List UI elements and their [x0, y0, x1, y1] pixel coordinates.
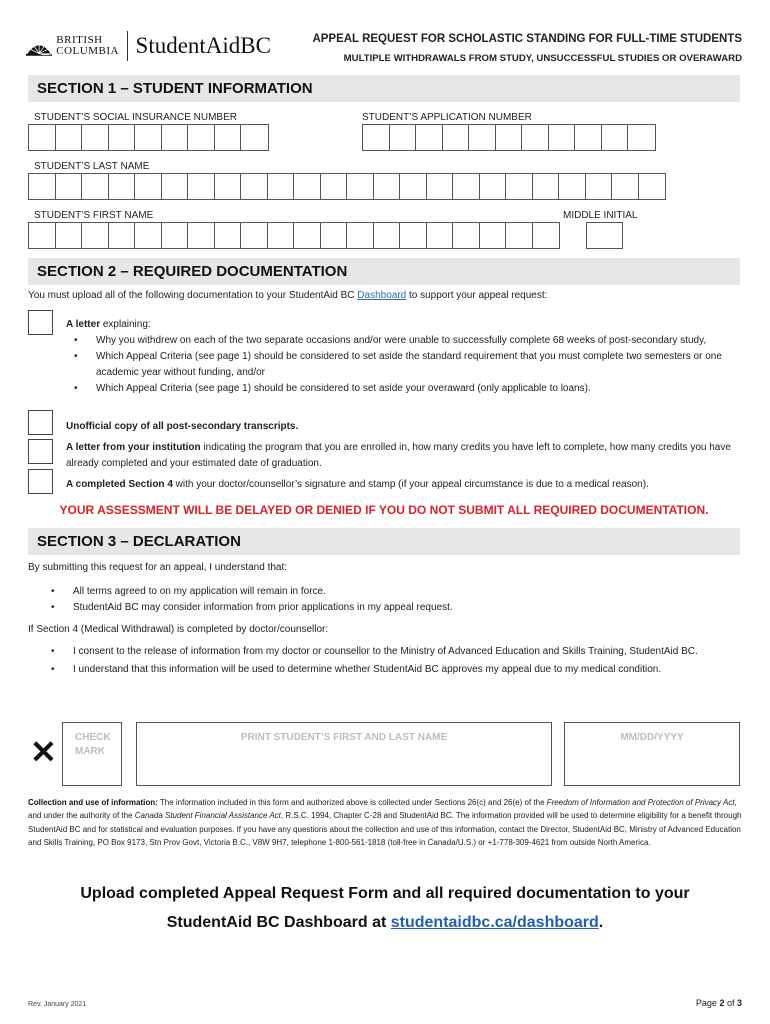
signature-x-mark: ✕: [30, 734, 57, 770]
transcripts-item: Unofficial copy of all post-secondary transcripts.: [66, 421, 299, 432]
section2-header: SECTION 2 – REQUIRED DOCUMENTATION: [28, 258, 740, 285]
dashboard-link[interactable]: Dashboard: [357, 290, 407, 301]
list-item: • I understand that this information will be used to determine whether StudentAid BC approves my appeal due to my medical condition.: [73, 662, 740, 678]
list-item: • Why you withdrew on each of the two separate occasions and/or were unable to successfully complete 68 weeks of post-secondary study,: [96, 333, 738, 349]
section2-intro: You must upload all of the following documentation to your StudentAid BC Dashboard to support your appeal request:: [28, 290, 548, 301]
sin-input[interactable]: [28, 124, 269, 151]
declaration-text: By submitting this request for an appeal, I understand that: • All terms agreed to on my application will remain in force. • StudentAid BC may consider information from prior applications in my appeal request. If Section 4 (Medical Withdrawal) is completed by doctor/counsellor: • I consent to the release of information from my doctor or counsellor to the Ministry of Advanced Education and Skills Training, StudentAid BC. • I understand that this information will be used to determine whether StudentAid BC approves my appeal due to my medical condition.: [28, 560, 740, 678]
institution-letter-item: A letter from your institution indicating the program that you are enrolled in, how many credits you have left to complete, how many credits you have already completed and your estimated date of graduation.: [66, 442, 731, 469]
letter-checkbox[interactable]: [28, 310, 53, 335]
last-name-input[interactable]: [28, 173, 666, 200]
section4-checkbox[interactable]: [28, 469, 53, 494]
collection-notice: Collection and use of information: The information included in this form and authorized above is collected under Sections 26(c) and 26(e) of the Freedom of Information and Protection of Privacy Act, and under the authority of the Canada Student Financial Assistance Act, R.S.C. 1994, Chapter C-28 and StudentAid BC. The information provided will be used to determine eligibility for a benefit through StudentAid BC and for statistical and evaluation purposes. If you have any questions about the collection and use of this information, contact the Director, StudentAid BC, Ministry of Advanced Education and Skills Training, PO Box 9173, Stn Prov Govt, Victoria B.C., V8W 9H7, telephone 1-800-561-1818 (toll-free in Canada/U.S.) or +1-778-309-4621 from outside North America.: [28, 798, 742, 848]
bc-wordmark: BRITISH COLUMBIA: [56, 34, 119, 57]
institution-letter-checkbox[interactable]: [28, 439, 53, 464]
page-number: Page 2 of 3: [695, 998, 742, 1008]
letter-item: A letter explaining: • Why you withdrew on each of the two separate occasions and/or were unable to successfully complete 68 weeks of post-secondary study, • Which Appeal Criteria (see page 1) should be considered to set aside the standard requirement that you must complete two semesters or one academic year without funding, and/or • Which Appeal Criteria (see page 1) should be considered to set aside your overaward (only applicable to loans).: [66, 317, 738, 397]
section4-item: A completed Section 4 with your doctor/counsellor’s signature and stamp (if your appeal circumstance is due to a medical reason).: [66, 479, 649, 490]
application-number-input[interactable]: [362, 124, 656, 151]
transcripts-checkbox[interactable]: [28, 410, 53, 435]
bc-logo: [26, 26, 271, 66]
list-item: • Which Appeal Criteria (see page 1) should be considered to set aside your overaward (only applicable to loans).: [96, 381, 738, 397]
studentaid-wordmark: StudentAidBC: [135, 33, 271, 58]
dashboard-url-link[interactable]: studentaidbc.ca/dashboard: [390, 914, 599, 931]
form-subtitle: MULTIPLE WITHDRAWALS FROM STUDY, UNSUCCESSFUL STUDIES OR OVERAWARD: [343, 53, 742, 64]
list-item: • I consent to the release of information from my doctor or counsellor to the Ministry of Advanced Education and Skills Training, StudentAid BC.: [73, 644, 740, 660]
upload-instruction-line1: Upload completed Appeal Request Form and all required documentation to your: [80, 885, 690, 902]
sun-crest-icon: [26, 29, 52, 63]
student-name-field[interactable]: PRINT STUDENT’S FIRST AND LAST NAME: [136, 722, 552, 786]
date-field[interactable]: MM/DD/YYYY: [564, 722, 740, 786]
last-name-label: STUDENT’S LAST NAME: [34, 161, 150, 172]
application-number-label: STUDENT’S APPLICATION NUMBER: [362, 112, 532, 123]
revision-date: Rev. January 2021: [28, 1001, 87, 1008]
middle-initial-label: MIDDLE INITIAL: [563, 210, 638, 221]
list-item: • All terms agreed to on my application will remain in force.: [73, 584, 740, 600]
first-name-input[interactable]: [28, 222, 560, 249]
form-title: APPEAL REQUEST FOR SCHOLASTIC STANDING FOR FULL-TIME STUDENTS: [312, 33, 742, 45]
list-item: • Which Appeal Criteria (see page 1) should be considered to set aside the standard requirement that you must complete two semesters or one academic year without funding, and/or: [96, 349, 738, 381]
list-item: • StudentAid BC may consider information from prior applications in my appeal request.: [73, 600, 740, 616]
upload-instruction-line2: StudentAid BC Dashboard at studentaidbc.ca/dashboard.: [166, 914, 604, 931]
section1-header: SECTION 1 – STUDENT INFORMATION: [28, 75, 740, 102]
sin-label: STUDENT’S SOCIAL INSURANCE NUMBER: [34, 112, 237, 123]
section3-header: SECTION 3 – DECLARATION: [28, 528, 740, 555]
first-name-label: STUDENT’S FIRST NAME: [34, 210, 154, 221]
warning-text: YOUR ASSESSMENT WILL BE DELAYED OR DENIED IF YOU DO NOT SUBMIT ALL REQUIRED DOCUMENTATION.: [59, 503, 709, 517]
check-mark-box[interactable]: CHECK MARK: [62, 722, 122, 786]
middle-initial-input[interactable]: [586, 222, 623, 249]
logo-divider: [127, 31, 128, 61]
